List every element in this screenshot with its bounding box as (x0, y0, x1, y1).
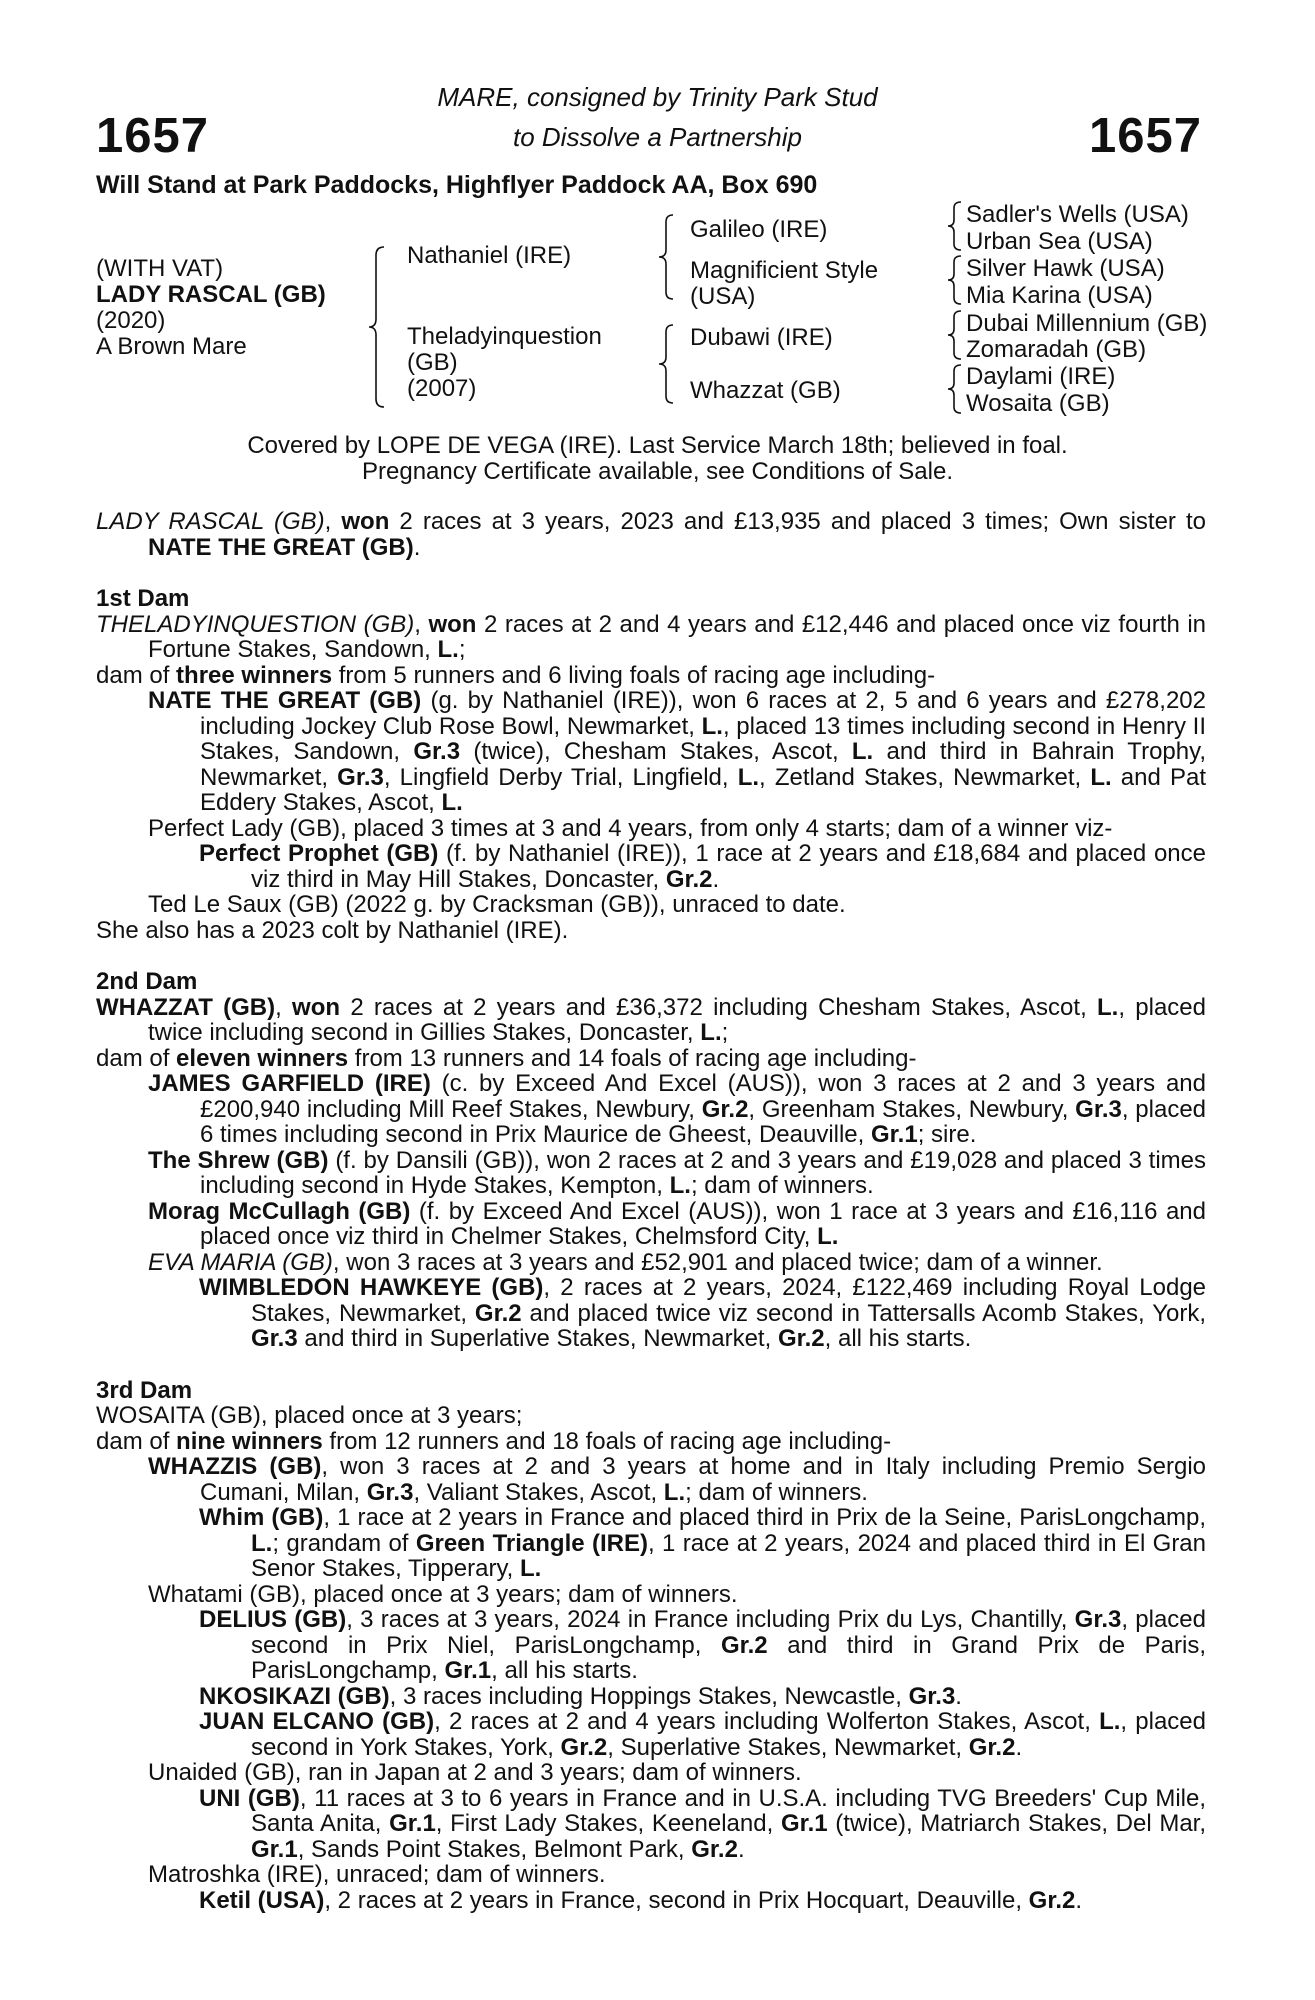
text-run: . (1075, 1886, 1083, 1914)
entry-paragraph (96, 1505, 1206, 1582)
text-run: and third in Superlative Stakes, Newmarket, (297, 1325, 778, 1352)
text-run: . (737, 1835, 745, 1863)
entry-paragraph (96, 841, 1206, 892)
lot-number-left: 1657 (96, 109, 210, 163)
sire-dam-name (690, 258, 878, 310)
text-run: , Valiant Stakes, Ascot, (413, 1478, 664, 1506)
text-run: Unaided (GB), ran in Japan at 2 and 3 years; dam of winners. (148, 1759, 802, 1786)
text-run: Perfect Lady (GB), placed 3 times at 3 and 4 years, from only 4 starts; dam of a winner viz- (148, 814, 1113, 842)
bold-text: Gr.2 (691, 1835, 738, 1863)
bold-text: Gr.1 (871, 1121, 918, 1148)
text-run: Whatami (GB), placed once at 3 years; dam of winners. (148, 1580, 738, 1608)
text-run: 2 races at 2 years and £36,372 including Chesham Stakes, Ascot, (340, 993, 1098, 1021)
text-run: ; (458, 636, 466, 663)
bold-text: Gr.2 (701, 1095, 749, 1123)
entry-paragraph (96, 1888, 1206, 1914)
text-run: . (712, 865, 720, 893)
entry-paragraph (96, 1862, 1206, 1888)
covering-line-1: Covered by LOPE DE VEGA (IRE). Last Service March 18th; believed in foal. (247, 432, 1068, 459)
text-run: (f. by Dansili (GB)), won 2 races at 2 and 3 years and £19,028 and placed 3 times including second in Hyde Stakes, Kempton, (200, 1146, 1207, 1199)
entry-paragraph (96, 1786, 1206, 1863)
bold-text: Gr.2 (560, 1733, 608, 1761)
text-run: , Lingfield Derby Trial, Lingfield, (383, 763, 738, 791)
text-run: 2 races at 3 years, 2023 and £13,935 and placed 3 times; Own sister to (389, 508, 1206, 535)
brace-gg-1 (945, 199, 965, 253)
gg-dam-2: Mia Karina (USA) (966, 282, 1153, 309)
text-run: from 13 runners and 14 foals of racing age including- (348, 1044, 917, 1072)
text-run: , 1 race at 2 years, 2024 and placed third in El Gran Senor Stakes, Tipperary, (251, 1529, 1207, 1582)
text-run: (f. by Nathaniel (IRE)), 1 race at 2 years and £18,684 and placed once viz third in May Hill Stakes, Doncaster, (251, 840, 1206, 893)
text-run: , 2 races at 2 and 4 years including Wolferton Stakes, Ascot, (434, 1708, 1100, 1735)
consignment-line-2: to Dissolve a Partnership (512, 122, 803, 152)
bold-text: Gr.3 (413, 738, 461, 765)
bold-text: Gr.3 (1074, 1606, 1122, 1633)
bold-text: L. (669, 1172, 691, 1199)
text-run: and Pat Eddery Stakes, Ascot, (200, 763, 1206, 816)
text-run: , (414, 610, 429, 638)
entry-paragraph (96, 688, 1206, 816)
entry-paragraph (96, 1199, 1206, 1250)
text-run: , 2 races at 2 years in France, second in Prix Hocquart, Deauville, (324, 1886, 1029, 1914)
text-run: , placed second in Prix Niel, ParisLongchamp, (251, 1606, 1206, 1659)
bold-text: Gr.1 (444, 1657, 492, 1684)
bold-text: L. (251, 1529, 273, 1557)
entry-paragraph (96, 1582, 1206, 1608)
text-run: (g. by Nathaniel (IRE)), won 6 races at 2, 5 and 6 years and £278,202 including Jockey Club Rose Bowl, Newmarket, (200, 687, 1206, 740)
text-run: dam of (96, 661, 177, 689)
gg-dam-3: Zomaradah (GB) (966, 336, 1147, 363)
bold-text: WIMBLEDON HAWKEYE (GB) (199, 1274, 544, 1301)
bold-text: Morag McCullagh (GB) (148, 1197, 411, 1225)
dam-name-line3: (2007) (407, 375, 477, 402)
bold-text: L. (1090, 763, 1112, 791)
sire-dam-line2: (USA) (690, 283, 756, 310)
bold-text: Gr.2 (777, 1325, 825, 1352)
text-run: , won 3 races at 2 and 3 years at home and in Italy including Premio Sergio Cumani, Milan, (200, 1453, 1207, 1506)
bold-text: L. (817, 1223, 839, 1250)
entry-paragraph (96, 1275, 1206, 1352)
bold-text: NATE THE GREAT (GB) (148, 533, 414, 561)
section-heading (96, 586, 1206, 612)
bold-text: Whim (GB) (199, 1504, 324, 1531)
italic-text: LADY RASCAL (GB) (96, 508, 325, 535)
bold-text: DELIUS (GB) (199, 1606, 347, 1633)
entry-paragraph (96, 663, 1206, 689)
dam-name (407, 324, 602, 402)
bold-text: Gr.2 (720, 1631, 768, 1659)
text-run: ; dam of winners. (685, 1478, 868, 1506)
text-run: (f. by Exceed And Excel (AUS)), won 1 race at 3 years and £16,116 and placed once viz third in Chelmer Stakes, Chelmsford City, (200, 1197, 1207, 1250)
italic-text: THELADYINQUESTION (GB) (96, 610, 415, 638)
bold-text: L. (737, 763, 760, 791)
text-run: , (275, 993, 293, 1021)
bold-text: eleven winners (176, 1044, 349, 1072)
text-run: , Sands Point Stakes, Belmont Park, (297, 1835, 692, 1863)
bold-text: JUAN ELCANO (GB) (199, 1708, 435, 1735)
bold-text: Gr.1 (389, 1810, 436, 1837)
text-run: , 3 races including Hoppings Stakes, Newcastle, (389, 1682, 909, 1710)
bold-text: Gr.3 (251, 1325, 298, 1352)
bold-text: NATE THE GREAT (GB) (148, 687, 422, 714)
gg-sire-4: Daylami (IRE) (966, 363, 1116, 390)
text-run: , First Lady Stakes, Keeneland, (435, 1810, 781, 1837)
horse-info (96, 256, 326, 360)
text-run: (twice), Matriarch Stakes, Del Mar, (827, 1810, 1207, 1837)
text-run: (c. by Exceed And Excel (AUS)), won 3 races at 2 and 3 years and £200,940 including Mill Reef Stakes, Newbury, (200, 1070, 1206, 1123)
bold-text: WHAZZAT (GB) (96, 993, 276, 1021)
consignment-line-1: MARE, consigned by Trinity Park Stud (437, 82, 878, 112)
text-run: (twice), Chesham Stakes, Ascot, (460, 738, 852, 765)
horse-name: LADY RASCAL (GB) (96, 281, 326, 308)
bold-text: L. (700, 1019, 722, 1046)
covering-line-2: Pregnancy Certificate available, see Conditions of Sale. (362, 458, 953, 485)
brace-sire (656, 212, 678, 302)
gg-sire-1: Sadler's Wells (USA) (966, 201, 1189, 228)
brace-main (366, 244, 390, 410)
text-run: , placed 6 times including second in Prix Maurice de Gheest, Deauville, (200, 1095, 1207, 1148)
text-run: , placed twice including second in Gillies Stakes, Doncaster, (148, 993, 1207, 1046)
bold-text: L. (851, 738, 874, 765)
text-run: 2 races at 2 and 4 years and £12,446 and placed once viz fourth in Fortune Stakes, Sandown, (148, 610, 1207, 663)
entry-paragraph (96, 1071, 1206, 1148)
bold-text: UNI (GB) (199, 1784, 300, 1812)
text-run: , 3 races at 3 years, 2024 in France including Prix du Lys, Chantilly, (346, 1606, 1075, 1633)
horse-year: (2020) (96, 307, 166, 334)
italic-text: EVA MARIA (GB) (148, 1248, 333, 1276)
bold-text: 3rd Dam (96, 1376, 193, 1404)
bold-text: three winners (176, 661, 333, 689)
section-heading (96, 1378, 1206, 1404)
bold-text: nine winners (176, 1427, 323, 1455)
bold-text: L. (663, 1478, 686, 1506)
text-run: WOSAITA (GB), placed once at 3 years; (96, 1402, 523, 1429)
dam-name-line2: (GB) (407, 349, 458, 376)
brace-gg-2 (945, 253, 965, 307)
bold-text: Gr.2 (665, 865, 713, 893)
text-run: ; dam of winners. (690, 1172, 874, 1199)
entry-paragraph (96, 816, 1206, 842)
covering-note (0, 433, 1315, 485)
bold-text: won (341, 508, 390, 535)
text-run: , placed second in York Stakes, York, (251, 1708, 1207, 1761)
sire-dam-line1: Magnificient Style (690, 257, 879, 284)
bold-text: Gr.3 (1075, 1095, 1122, 1123)
stand-location: Will Stand at Park Paddocks, Highflyer Paddock AA, Box 690 (96, 171, 818, 199)
bold-text: Gr.1 (780, 1810, 828, 1837)
gg-sire-2: Silver Hawk (USA) (966, 255, 1165, 282)
bold-text: Gr.3 (908, 1682, 956, 1710)
text-run: , 1 race at 2 years in France and placed third in Prix de la Seine, ParisLongchamp, (323, 1504, 1206, 1531)
bold-text: won (428, 610, 477, 638)
bold-text: Ketil (USA) (199, 1886, 325, 1914)
brace-gg-4 (945, 362, 965, 416)
bold-text: Gr.1 (251, 1835, 298, 1863)
text-run: , placed 13 times including second in Henry II Stakes, Sandown, (200, 712, 1206, 765)
entry-paragraph (96, 1684, 1206, 1710)
entry-paragraph (96, 509, 1206, 560)
entry-paragraph (96, 1046, 1206, 1072)
gg-dam-1: Urban Sea (USA) (966, 228, 1153, 255)
entry-paragraph (96, 995, 1206, 1046)
text-run: , (324, 508, 342, 535)
bold-text: Gr.2 (968, 1733, 1016, 1761)
entry-paragraph (96, 1607, 1206, 1684)
horse-description: A Brown Mare (96, 333, 247, 360)
text-run: from 12 runners and 18 foals of racing age including- (322, 1427, 892, 1455)
catalogue-body (96, 509, 1206, 1913)
entry-paragraph (96, 1403, 1206, 1429)
bold-text: Gr.3 (337, 763, 384, 791)
bold-text: The Shrew (GB) (148, 1146, 329, 1174)
bold-text: 2nd Dam (96, 968, 198, 995)
text-run: , 2 races at 2 years, 2024, £122,469 including Royal Lodge Stakes, Newmarket, (251, 1274, 1207, 1327)
text-run: and third in Bahrain Trophy, Newmarket, (200, 738, 1206, 791)
bold-text: JAMES GARFIELD (IRE) (148, 1070, 431, 1097)
text-run: dam of (96, 1427, 177, 1455)
text-run: and third in Grand Prix de Paris, ParisLongchamp, (251, 1631, 1206, 1684)
bold-text: Gr.3 (366, 1478, 414, 1506)
entry-paragraph (96, 1709, 1206, 1760)
gg-dam-4: Wosaita (GB) (966, 390, 1110, 417)
dam-name-line1: Theladyinquestion (407, 323, 602, 350)
bold-text: L. (520, 1555, 542, 1582)
bold-text: Gr.2 (474, 1299, 522, 1327)
entry-paragraph (96, 612, 1206, 663)
entry-paragraph (96, 1429, 1206, 1455)
entry-paragraph (96, 1454, 1206, 1505)
bold-text: WHAZZIS (GB) (148, 1453, 322, 1480)
text-run: ; sire. (917, 1121, 977, 1148)
section-heading (96, 969, 1206, 995)
bold-text: L. (1099, 1708, 1121, 1735)
entry-paragraph (96, 1148, 1206, 1199)
text-run: , all his starts. (491, 1657, 638, 1684)
text-run: and placed twice viz second in Tattersalls Acomb Stakes, York, (521, 1299, 1207, 1327)
dam-dam-name: Whazzat (GB) (690, 377, 841, 404)
text-run: ; grandam of (272, 1529, 416, 1557)
vat-note: (WITH VAT) (96, 255, 224, 282)
text-run: dam of (96, 1044, 177, 1072)
bold-text: L. (437, 636, 459, 663)
bold-text: NKOSIKAZI (GB) (199, 1682, 390, 1710)
text-run: She also has a 2023 colt by Nathaniel (IRE). (96, 916, 569, 944)
bold-text: L. (701, 712, 723, 740)
gg-sire-3: Dubai Millennium (GB) (966, 310, 1208, 337)
text-run: , won 3 races at 3 years and £52,901 and placed twice; dam of a winner. (332, 1248, 1103, 1276)
bold-text: Perfect Prophet (GB) (199, 840, 439, 867)
text-run: Ted Le Saux (GB) (2022 g. by Cracksman (GB)), unraced to date. (148, 891, 846, 918)
text-run: . (413, 533, 421, 561)
brace-gg-3 (945, 308, 965, 362)
sire-sire-name: Galileo (IRE) (690, 216, 828, 243)
text-run: , Superlative Stakes, Newmarket, (607, 1733, 969, 1761)
bold-text: L. (1097, 993, 1119, 1021)
lot-number-right: 1657 (1088, 109, 1202, 163)
entry-paragraph (96, 1250, 1206, 1276)
dam-sire-name: Dubawi (IRE) (690, 324, 833, 351)
text-run: , 11 races at 3 to 6 years in France and in U.S.A. including TVG Breeders' Cup Mile, Santa Anita, (251, 1784, 1206, 1837)
entry-paragraph (96, 892, 1206, 918)
text-run: , Zetland Stakes, Newmarket, (759, 763, 1091, 791)
bold-text: Green Triangle (IRE) (415, 1529, 648, 1557)
sire-name: Nathaniel (IRE) (407, 242, 572, 269)
bold-text: won (292, 993, 341, 1021)
text-run: from 5 runners and 6 living foals of racing age including- (332, 661, 936, 689)
entry-paragraph (96, 918, 1206, 944)
text-run: Matroshka (IRE), unraced; dam of winners. (148, 1861, 606, 1888)
bold-text: 1st Dam (96, 585, 190, 612)
text-run: . (1015, 1733, 1023, 1761)
text-run: ; (721, 1019, 729, 1046)
entry-paragraph (96, 1760, 1206, 1786)
bold-text: Gr.2 (1028, 1886, 1076, 1914)
bold-text: L. (441, 789, 463, 816)
text-run: , Greenham Stakes, Newbury, (748, 1095, 1076, 1123)
text-run: . (955, 1682, 962, 1710)
brace-dam (656, 322, 678, 406)
text-run: , all his starts. (824, 1325, 972, 1352)
